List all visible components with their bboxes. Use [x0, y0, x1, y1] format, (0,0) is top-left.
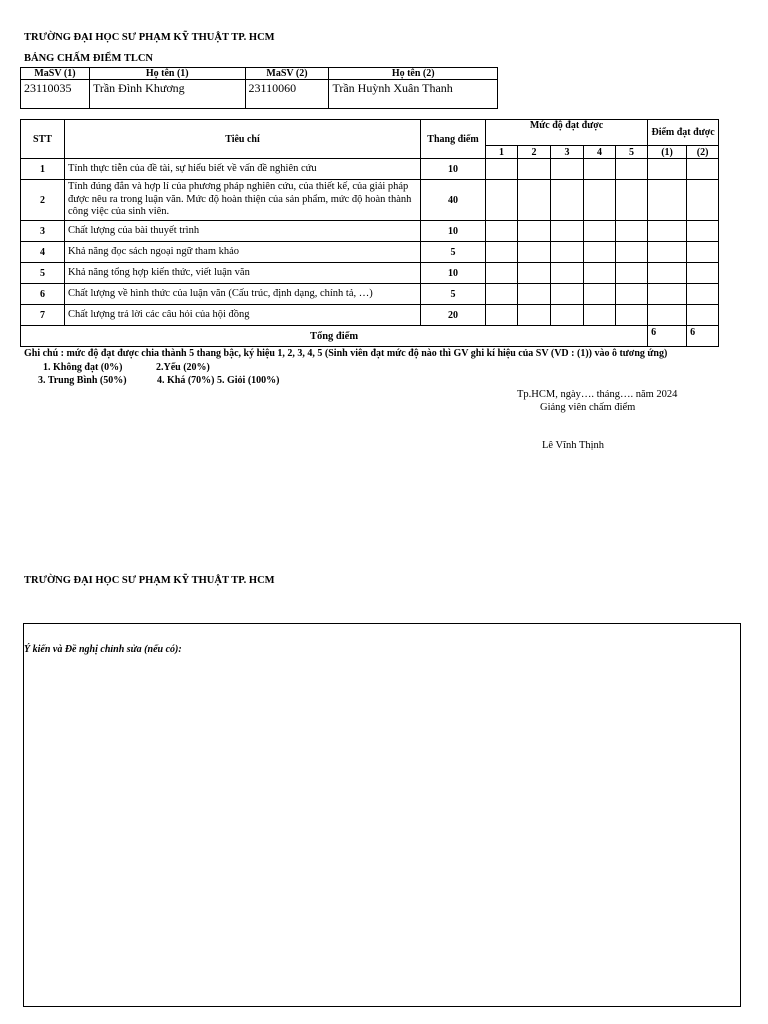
criterion-row — [21, 305, 719, 326]
level-cell[interactable] — [518, 263, 551, 284]
criterion-max: 20 — [421, 305, 486, 326]
level-cell[interactable] — [486, 263, 518, 284]
criterion-stt: 1 — [21, 159, 65, 180]
level-cell[interactable] — [584, 305, 616, 326]
score-cell[interactable] — [687, 242, 719, 263]
level-4: 4 — [584, 146, 616, 159]
criterion-stt: 2 — [21, 180, 65, 221]
header-level: Mức độ đạt được — [486, 120, 648, 146]
criterion-row — [21, 242, 719, 263]
header-score: Điểm đạt được — [648, 120, 719, 146]
criterion-text: Chất lượng trả lời các câu hỏi của hội đồng — [65, 305, 421, 326]
criterion-max: 10 — [421, 263, 486, 284]
comment-label: Ý kiến và Đề nghị chỉnh sửa (nếu có): — [24, 644, 182, 655]
level-cell[interactable] — [486, 221, 518, 242]
score-cell[interactable] — [648, 284, 687, 305]
score-col-2: (2) — [687, 146, 719, 159]
student-id-1: 23110035 — [21, 80, 90, 109]
criterion-max: 5 — [421, 284, 486, 305]
level-cell[interactable] — [518, 242, 551, 263]
level-cell[interactable] — [584, 242, 616, 263]
score-cell[interactable] — [648, 159, 687, 180]
score-cell[interactable] — [687, 284, 719, 305]
level-cell[interactable] — [486, 305, 518, 326]
header-criterion: Tiêu chí — [65, 120, 421, 159]
level-cell[interactable] — [616, 284, 648, 305]
score-cell[interactable] — [648, 242, 687, 263]
criterion-stt: 6 — [21, 284, 65, 305]
score-cell[interactable] — [648, 180, 687, 221]
header-name-1: Họ tên (1) — [89, 68, 245, 80]
header-stt: STT — [21, 120, 65, 159]
student-table — [20, 67, 498, 109]
level-cell[interactable] — [486, 284, 518, 305]
level-1: 1 — [486, 146, 518, 159]
criterion-max: 40 — [421, 180, 486, 221]
criteria-table — [20, 119, 719, 347]
level-cell[interactable] — [616, 263, 648, 284]
criterion-text: Chất lượng của bài thuyết trình — [65, 221, 421, 242]
level-cell[interactable] — [551, 242, 584, 263]
level-cell[interactable] — [551, 180, 584, 221]
score-cell[interactable] — [648, 221, 687, 242]
criterion-stt: 5 — [21, 263, 65, 284]
level-cell[interactable] — [518, 305, 551, 326]
level-cell[interactable] — [518, 284, 551, 305]
level-5: 5 — [616, 146, 648, 159]
header-name-2: Họ tên (2) — [329, 68, 498, 80]
level-cell[interactable] — [616, 305, 648, 326]
total-row — [21, 326, 719, 347]
criterion-text: Khả năng đọc sách ngoại ngữ tham khảo — [65, 242, 421, 263]
level-2: 2 — [518, 146, 551, 159]
level-cell[interactable] — [616, 180, 648, 221]
criterion-text: Khả năng tổng hợp kiến thức, viết luận văn — [65, 263, 421, 284]
level-cell[interactable] — [551, 263, 584, 284]
criterion-max: 10 — [421, 221, 486, 242]
score-col-1: (1) — [648, 146, 687, 159]
level-cell[interactable] — [551, 284, 584, 305]
level-cell[interactable] — [616, 159, 648, 180]
score-cell[interactable] — [687, 305, 719, 326]
level-cell[interactable] — [584, 284, 616, 305]
level-cell[interactable] — [551, 305, 584, 326]
level-cell[interactable] — [486, 159, 518, 180]
score-cell[interactable] — [687, 263, 719, 284]
criterion-stt: 4 — [21, 242, 65, 263]
total-label: Tổng điểm — [21, 326, 648, 347]
level-cell[interactable] — [486, 180, 518, 221]
criterion-text: Tính thực tiễn của đề tài, sự hiểu biết về vấn đề nghiên cứu — [65, 159, 421, 180]
signature-date: Tp.HCM, ngày…. tháng…. năm 2024 — [517, 389, 678, 400]
level-cell[interactable] — [616, 242, 648, 263]
criterion-row — [21, 284, 719, 305]
level-cell[interactable] — [486, 242, 518, 263]
legend-level-2: 2.Yếu (20%) — [156, 362, 210, 373]
criterion-row — [21, 180, 719, 221]
level-cell[interactable] — [518, 221, 551, 242]
level-cell[interactable] — [584, 221, 616, 242]
header-max-score: Thang điểm — [421, 120, 486, 159]
score-cell[interactable] — [648, 263, 687, 284]
criterion-text: Chất lượng về hình thức của luận văn (Cấu trúc, định dạng, chính tả, …) — [65, 284, 421, 305]
criterion-row — [21, 221, 719, 242]
level-cell[interactable] — [584, 180, 616, 221]
score-cell[interactable] — [687, 159, 719, 180]
student-id-2: 23110060 — [245, 80, 329, 109]
score-cell[interactable] — [687, 180, 719, 221]
grader-title: Giảng viên chấm điểm — [540, 402, 636, 413]
student-name-2: Trần Huỳnh Xuân Thanh — [329, 80, 498, 109]
level-cell[interactable] — [584, 263, 616, 284]
school-name-page2: TRƯỜNG ĐẠI HỌC SƯ PHẠM KỸ THUẬT TP. HCM — [24, 575, 275, 586]
comment-box[interactable] — [23, 623, 741, 1007]
level-3: 3 — [551, 146, 584, 159]
header-masv-1: MaSV (1) — [21, 68, 90, 80]
legend-level-1: 1. Không đạt (0%) — [43, 362, 123, 373]
student-name-1: Trần Đình Khương — [89, 80, 245, 109]
criterion-row — [21, 263, 719, 284]
criterion-stt: 3 — [21, 221, 65, 242]
level-cell[interactable] — [518, 180, 551, 221]
level-cell[interactable] — [551, 221, 584, 242]
score-cell[interactable] — [648, 305, 687, 326]
legend-level-4-5: 4. Khá (70%) 5. Giỏi (100%) — [157, 375, 280, 386]
sheet-title: BẢNG CHẤM ĐIỂM TLCN — [24, 53, 154, 64]
criterion-text: Tính đúng đắn và hợp lí của phương pháp nghiên cứu, của thiết kế, của giải pháp được nêu ra trong luận văn. Mức độ hoàn thiện của sản phẩm, mức độ hoàn thành công việc của sinh viên. — [65, 180, 421, 221]
grader-name: Lê Vĩnh Thịnh — [542, 440, 605, 451]
score-cell[interactable] — [687, 221, 719, 242]
school-name: TRƯỜNG ĐẠI HỌC SƯ PHẠM KỸ THUẬT TP. HCM — [24, 32, 275, 43]
total-score-1: 6 — [648, 326, 687, 347]
level-cell[interactable] — [584, 159, 616, 180]
criterion-stt: 7 — [21, 305, 65, 326]
total-score-2: 6 — [687, 326, 719, 347]
grading-note: Ghi chú : mức độ đạt được chia thành 5 thang bậc, ký hiệu 1, 2, 3, 4, 5 (Sinh viên đạt mức độ nào thì GV ghi kí hiệu của SV (VD : (1)) vào ô tương ứng) — [24, 348, 668, 359]
legend-level-3: 3. Trung Bình (50%) — [38, 375, 127, 386]
level-cell[interactable] — [551, 159, 584, 180]
criterion-max: 5 — [421, 242, 486, 263]
level-cell[interactable] — [518, 159, 551, 180]
criterion-row — [21, 159, 719, 180]
criterion-max: 10 — [421, 159, 486, 180]
level-cell[interactable] — [616, 221, 648, 242]
header-masv-2: MaSV (2) — [245, 68, 329, 80]
